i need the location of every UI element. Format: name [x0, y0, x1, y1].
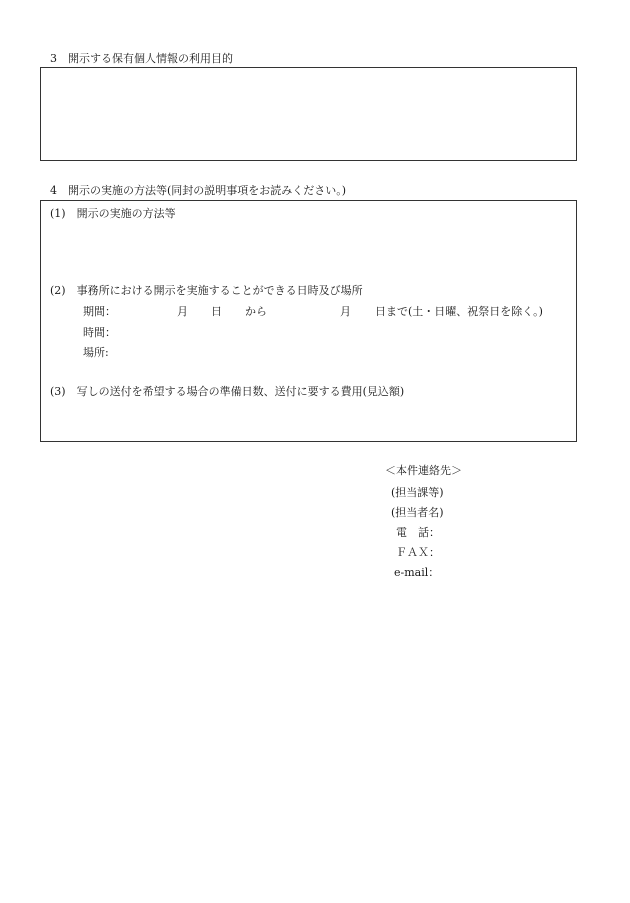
contact-email: e-mail：: [394, 566, 440, 579]
contact-heading: ＜本件連絡先＞: [385, 464, 462, 477]
section4-title: 4 開示の実施の方法等(同封の説明事項をお読みください。): [50, 184, 347, 197]
item3-label: (3) 写しの送付を希望する場合の準備日数、送付に要する費用(見込額): [50, 385, 405, 398]
time-label: 時間：: [83, 326, 116, 339]
period-month-end: 月: [340, 305, 351, 318]
period-day-start: 日: [211, 305, 222, 318]
place-label: 場所:: [83, 346, 109, 359]
item1-label: (1) 開示の実施の方法等: [50, 207, 176, 220]
disclosure-method-box: [40, 200, 577, 442]
period-month-start: 月: [177, 305, 188, 318]
purpose-of-use-box[interactable]: [40, 67, 577, 161]
contact-fax: ＦＡＸ：: [396, 546, 440, 559]
contact-person: (担当者名): [391, 506, 444, 519]
period-until: 日まで(土・日曜、祝祭日を除く。): [375, 305, 543, 318]
contact-phone: 電 話：: [396, 526, 440, 539]
section3-title: 3 開示する保有個人情報の利用目的: [50, 52, 233, 65]
contact-department: (担当課等): [391, 486, 444, 499]
period-from: から: [245, 305, 267, 318]
period-label: 期間：: [83, 305, 116, 318]
item2-label: (2) 事務所における開示を実施することができる日時及び場所: [50, 284, 363, 297]
